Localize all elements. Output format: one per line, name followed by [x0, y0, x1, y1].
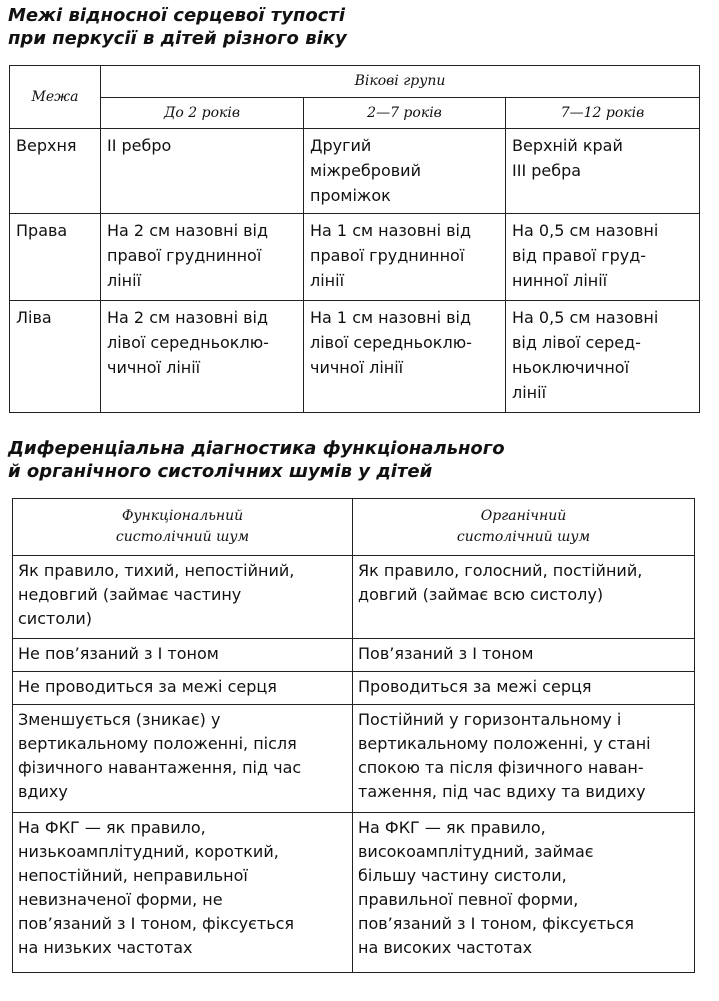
- table-cell: Як правило, тихий, непостійний, недовгий (займає частину систоли): [13, 556, 353, 639]
- table-row: [10, 214, 700, 301]
- table-cell: Як правило, голосний, постійний, довгий (займає всю систолу): [353, 556, 695, 639]
- title-line: й органічного систолічних шумів у дітей: [8, 461, 433, 482]
- table-cell: На 0,5 см назовні від правої груд- нинної лінії: [506, 214, 700, 301]
- table-row: [13, 556, 695, 639]
- table-row: [13, 705, 695, 813]
- row-label: Верхня: [10, 129, 101, 214]
- table-cell: Проводиться за межі серця: [353, 672, 695, 705]
- table-cell: Зменшується (зникає) у вертикальному положенні, після фізичного навантаження, під час вдиху: [13, 705, 353, 813]
- table-cell: Постійний у горизонтальному і вертикальному положенні, у стані спокою та після фізичного наван- таження, під час вдиху та видиху: [353, 705, 695, 813]
- table-cell: На 2 см назовні від правої груднинної лінії: [101, 214, 304, 301]
- murmur-diagnostics-table: [12, 498, 695, 973]
- table-cell: На ФКГ — як правило, високоамплітудний, займає більшу частину систоли, правильної певної форми, пов’язаний з I тоном, фіксується на високих частотах: [353, 813, 695, 973]
- table-row: [10, 301, 700, 413]
- title-heart-dullness: [8, 4, 347, 50]
- header-age-7-12: 7—12 років: [506, 98, 700, 129]
- table-cell: II ребро: [101, 129, 304, 214]
- table-row: [13, 639, 695, 672]
- table-row: [13, 813, 695, 973]
- title-line: при перкусії в дітей різного віку: [8, 28, 347, 49]
- table-cell: На 1 см назовні від лівої середньоклю- чичної лінії: [304, 301, 506, 413]
- header-mezha: Межа: [10, 66, 101, 129]
- table-row: [13, 672, 695, 705]
- row-label: Права: [10, 214, 101, 301]
- title-murmur-diagnostics: [8, 437, 505, 483]
- header-age-2-7: 2—7 років: [304, 98, 506, 129]
- header-organic-murmur: Органічний систолічний шум: [353, 499, 695, 556]
- table-cell: Другий міжребровий проміжок: [304, 129, 506, 214]
- table-cell: Верхній край III ребра: [506, 129, 700, 214]
- title-line: Межі відносної серцевої тупості: [8, 5, 346, 26]
- table-cell: Не проводиться за межі серця: [13, 672, 353, 705]
- header-functional-murmur: Функціональний систолічний шум: [13, 499, 353, 556]
- table-cell: Не пов’язаний з I тоном: [13, 639, 353, 672]
- table-cell: На 0,5 см назовні від лівої серед- ньоключичної лінії: [506, 301, 700, 413]
- table-cell: На ФКГ — як правило, низькоамплітудний, короткий, непостійний, неправильної невизначеної форми, не пов’язаний з I тоном, фіксується на низьких частотах: [13, 813, 353, 973]
- row-label: Ліва: [10, 301, 101, 413]
- header-age-groups: Вікові групи: [101, 66, 700, 98]
- table-cell: На 1 см назовні від правої груднинної лінії: [304, 214, 506, 301]
- heart-dullness-table: [9, 65, 700, 413]
- table-cell: На 2 см назовні від лівої середньоклю- чичної лінії: [101, 301, 304, 413]
- title-line: Диференціальна діагностика функціонального: [8, 438, 505, 459]
- header-age-under-2: До 2 років: [101, 98, 304, 129]
- table-row: [10, 129, 700, 214]
- table-cell: Пов’язаний з I тоном: [353, 639, 695, 672]
